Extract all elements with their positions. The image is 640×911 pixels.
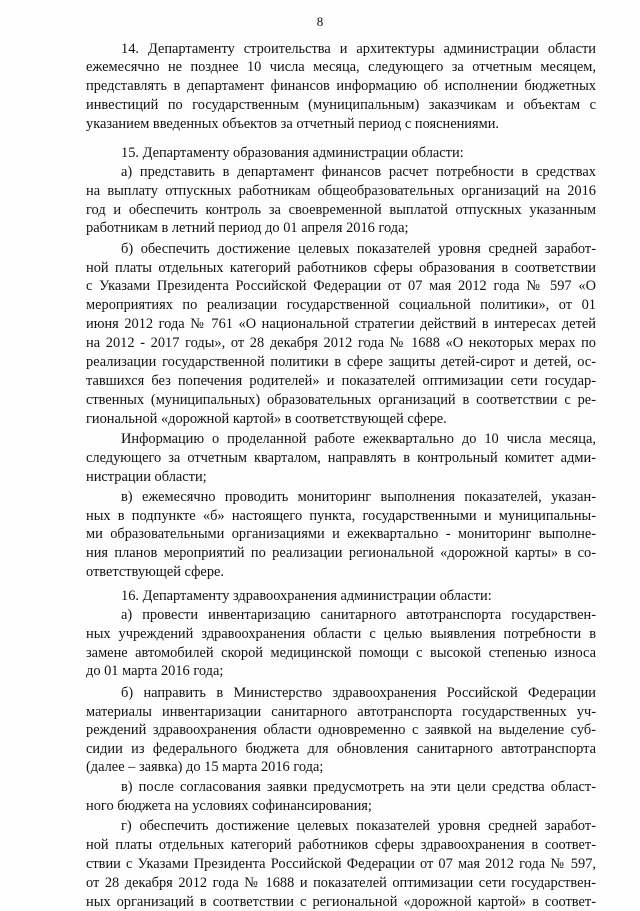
text-line: а) представить в департамент финансов расчет потребности в средствах	[121, 164, 596, 180]
text-line: ежемесячно не позднее 10 числа месяца, следующего за отчетным месяцем,	[86, 59, 596, 75]
text-line: ной платы отдельных категорий работников сферы образования в соответствии	[86, 260, 596, 276]
text-line: (далее – заявка) до 15 марта 2016 года;	[86, 759, 324, 775]
text-line: реждений здравоохранения области одновременно с заявкой на выделение суб-	[86, 722, 596, 738]
text-line: указанием введенных объектов за отчетный период с пояснениями.	[86, 116, 500, 132]
text-line: до 01 марта 2016 года;	[86, 663, 224, 679]
text-line: мероприятиях по реализации государственной социальной политики», от 01	[86, 297, 596, 313]
text-line: замене автомобилей скорой медицинской помощи с высокой степенью износа	[86, 645, 596, 661]
text-line: с Указами Президента Российской Федерации от 07 мая 2012 года № 597 «О	[86, 278, 596, 294]
text-line: ной платы отдельных категорий работников сферы здравоохранения в соответ-	[86, 837, 596, 853]
text-line: инвестиций по государственным (муниципальным) заказчикам и объектам с	[86, 97, 596, 113]
text-line: ных учреждений здравоохранения области с целью выявления потребности в	[86, 626, 596, 642]
text-line: гиональной «дорожной картой» в соответствующей сфере.	[86, 411, 447, 427]
text-line: следующего за отчетным кварталом, направлять в контрольный комитет адми-	[86, 450, 596, 466]
text-line: ственных (муниципальных) образовательных организаций в соответствии с ре-	[86, 392, 596, 408]
text-line: ного бюджета на условиях софинансирования;	[86, 798, 372, 814]
text-line: г) обеспечить достижение целевых показателей уровня средней заработ-	[121, 818, 596, 834]
text-line: от 28 декабря 2012 года № 1688 и показателей оптимизации сети государствен-	[86, 875, 596, 891]
text-line: в) после согласования заявки предусмотреть на эти цели средства област-	[121, 779, 596, 795]
text-line: июня 2012 года № 761 «О национальной стратегии действий в интересах детей	[86, 316, 596, 332]
text-line: представлять в департамент финансов информацию об исполнении бюджетных	[86, 78, 596, 94]
text-line: в) ежемесячно проводить мониторинг выполнения показателей, указан-	[121, 489, 596, 505]
text-line: 14. Департаменту строительства и архитектуры администрации области	[121, 41, 596, 57]
text-line: ствии с Указами Президента Российской Федерации от 07 мая 2012 года № 597,	[86, 856, 596, 872]
text-line: ми образовательными организациями и ежеквартально - мониторинг выполне-	[86, 526, 596, 542]
text-line: на 2012 - 2017 годы», от 28 декабря 2012 года № 1688 «О некоторых мерах по	[86, 335, 596, 351]
text-line: ответствующей сфере.	[86, 564, 225, 580]
text-line: материалы инвентаризации санитарного автотранспорта государственных уч-	[86, 704, 596, 720]
text-line: Информацию о проделанной работе ежеквартально до 10 числа месяца,	[121, 431, 596, 447]
text-line: нистрации области;	[86, 469, 207, 485]
text-line: 16. Департаменту здравоохранения администрации области:	[121, 588, 492, 604]
text-line: 15. Департаменту образования администрации области:	[121, 145, 464, 161]
text-line: тавшихся без попечения родителей» и показателей оптимизации сети государ-	[86, 373, 596, 389]
text-line: ния планов мероприятий по реализации региональной «дорожной карты» в со-	[86, 545, 596, 561]
text-line: работникам в летний период до 01 апреля 2016 года;	[86, 220, 409, 236]
text-line: ных организаций в соответствии с региональной «дорожной картой» в соответ-	[86, 894, 596, 910]
page-number: 8	[316, 14, 324, 29]
text-line: б) обеспечить достижение целевых показателей уровня средней заработ-	[121, 241, 596, 257]
text-line: год и обеспечить контроль за своевременной выплатой отпускных указанным	[86, 202, 596, 218]
text-line: а) провести инвентаризацию санитарного автотранспорта государствен-	[121, 607, 596, 623]
text-line: б) направить в Министерство здравоохранения Российской Федерации	[121, 685, 596, 701]
text-line: сидии из федерального бюджета для обновления санитарного автотранспорта	[86, 741, 596, 757]
text-line: ных в подпункте «б» настоящего пункта, государственными и муниципальны-	[86, 508, 596, 524]
text-line: на выплату отпускных работникам общеобразовательных организаций на 2016	[86, 183, 596, 199]
text-line: реализации государственной политики в сфере защиты детей-сирот и детей, ос-	[86, 354, 596, 370]
